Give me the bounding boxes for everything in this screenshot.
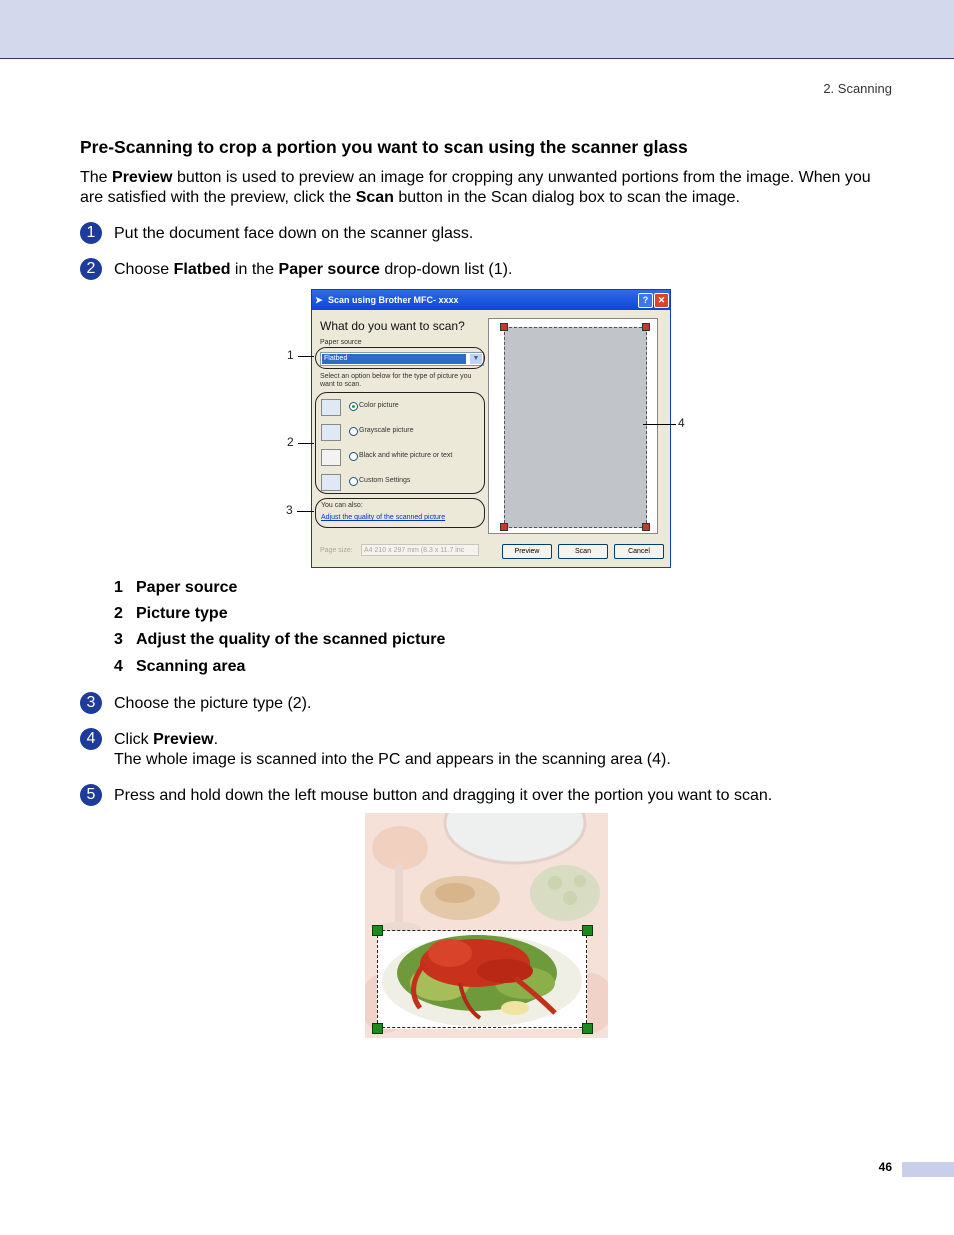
step-text xyxy=(114,730,218,750)
crop-handle[interactable] xyxy=(500,523,508,531)
adjust-quality-link[interactable]: Adjust the quality of the scanned picture xyxy=(321,514,446,521)
callout-number: 2 xyxy=(287,435,294,449)
text-run: The xyxy=(80,169,113,186)
callout-number: 4 xyxy=(678,416,685,430)
crop-handle[interactable] xyxy=(582,925,593,936)
step-text xyxy=(114,786,772,806)
scan-button[interactable]: Scan xyxy=(558,544,608,559)
intro-paragraph xyxy=(80,168,895,208)
bold-term: Preview xyxy=(153,731,214,748)
grayscale-picture-icon xyxy=(321,424,341,441)
text-run: in the xyxy=(230,261,279,278)
text-run: Press and hold down the left mouse button and dragging it over the portion you want to scan. xyxy=(114,787,773,804)
black-white-icon xyxy=(321,449,341,466)
crop-selection-box[interactable] xyxy=(377,930,587,1028)
callout-line xyxy=(643,424,676,425)
step-text xyxy=(114,224,473,244)
crop-handle[interactable] xyxy=(642,523,650,531)
text-run: Choose the picture type (2). xyxy=(114,695,312,712)
step-text xyxy=(114,694,311,714)
text-run: Click xyxy=(114,731,154,748)
bold-term: Paper source xyxy=(278,261,380,278)
step-number-badge: 5 xyxy=(80,784,102,806)
text-run: drop-down list (1). xyxy=(379,261,513,278)
callout-number: 1 xyxy=(287,348,294,362)
option-label: Grayscale picture xyxy=(359,427,414,434)
dialog-question: What do you want to scan? xyxy=(320,319,465,333)
callout-number: 3 xyxy=(286,503,293,517)
step-number-badge: 4 xyxy=(80,728,102,750)
custom-settings-icon xyxy=(321,474,341,491)
crop-example-photo xyxy=(365,813,608,1038)
chapter-label: 2. Scanning xyxy=(823,81,892,96)
crop-handle[interactable] xyxy=(500,323,508,331)
paper-source-label: Paper source xyxy=(320,339,362,346)
step-number-badge: 1 xyxy=(80,222,102,244)
black-white-radio[interactable] xyxy=(349,452,358,461)
help-icon[interactable]: ? xyxy=(638,293,653,308)
custom-settings-radio[interactable] xyxy=(349,477,358,486)
text-run: button is used to preview an image for cropping any unwanted portions from the image. When you are satisfied with the preview, click the xyxy=(80,169,871,206)
also-label: You can also: xyxy=(321,502,363,509)
legend-item: 3 Adjust the quality of the scanned picture xyxy=(114,631,446,648)
callout-line xyxy=(298,443,314,444)
preview-pane xyxy=(488,318,658,534)
cancel-button[interactable]: Cancel xyxy=(614,544,664,559)
text-run: Put the document face down on the scanner glass. xyxy=(114,225,474,242)
crop-handle[interactable] xyxy=(372,1023,383,1034)
chevron-down-icon[interactable]: ▼ xyxy=(470,354,482,364)
page-size-label: Page size: xyxy=(320,547,353,554)
step-number-badge: 2 xyxy=(80,258,102,280)
preview-button[interactable]: Preview xyxy=(502,544,552,559)
text-run: Choose xyxy=(114,261,174,278)
option-label: Custom Settings xyxy=(359,477,411,484)
option-label: Color picture xyxy=(359,402,399,409)
crop-handle[interactable] xyxy=(642,323,650,331)
legend-item: 1 Paper source xyxy=(114,579,238,596)
legend-item: 4 Scanning area xyxy=(114,658,246,675)
step-text xyxy=(114,260,512,280)
callout-line xyxy=(297,511,314,512)
select-hint-line-2: want to scan. xyxy=(320,381,362,388)
color-picture-icon xyxy=(321,399,341,416)
scan-dialog-screenshot xyxy=(311,289,671,568)
section-heading: Pre-Scanning to crop a portion you want to scan using the scanner glass xyxy=(80,137,688,157)
dialog-titlebar xyxy=(312,290,670,310)
callout-oval-paper-source xyxy=(315,347,485,369)
callout-line xyxy=(298,356,314,357)
footer-band xyxy=(902,1162,954,1177)
page-number: 46 xyxy=(878,1160,892,1174)
text-run: button in the Scan dialog box to scan the image. xyxy=(393,189,740,206)
bold-term: Scan xyxy=(355,189,394,206)
paper-source-value: Flatbed xyxy=(322,354,466,364)
header-band xyxy=(0,0,954,59)
close-icon[interactable]: ✕ xyxy=(654,293,669,308)
scanning-area[interactable] xyxy=(504,327,647,528)
grayscale-picture-radio[interactable] xyxy=(349,427,358,436)
crop-handle[interactable] xyxy=(582,1023,593,1034)
bold-term: Preview xyxy=(112,169,173,186)
step-text-line-2: The whole image is scanned into the PC and appears in the scanning area (4). xyxy=(114,751,671,768)
text-run: . xyxy=(213,731,219,748)
color-picture-radio[interactable] xyxy=(349,402,358,411)
select-hint-line-1: Select an option below for the type of picture you xyxy=(320,373,472,380)
option-label: Black and white picture or text xyxy=(359,452,453,459)
step-number-badge: 3 xyxy=(80,692,102,714)
dialog-title: Scan using Brother MFC- xxxx xyxy=(328,295,459,305)
bold-term: Flatbed xyxy=(173,261,231,278)
crop-handle[interactable] xyxy=(372,925,383,936)
scanner-icon: ➤ xyxy=(315,295,323,305)
page-size-dropdown[interactable]: A4 210 x 297 mm (8.3 x 11.7 inc xyxy=(361,544,479,556)
legend-item: 2 Picture type xyxy=(114,605,228,622)
